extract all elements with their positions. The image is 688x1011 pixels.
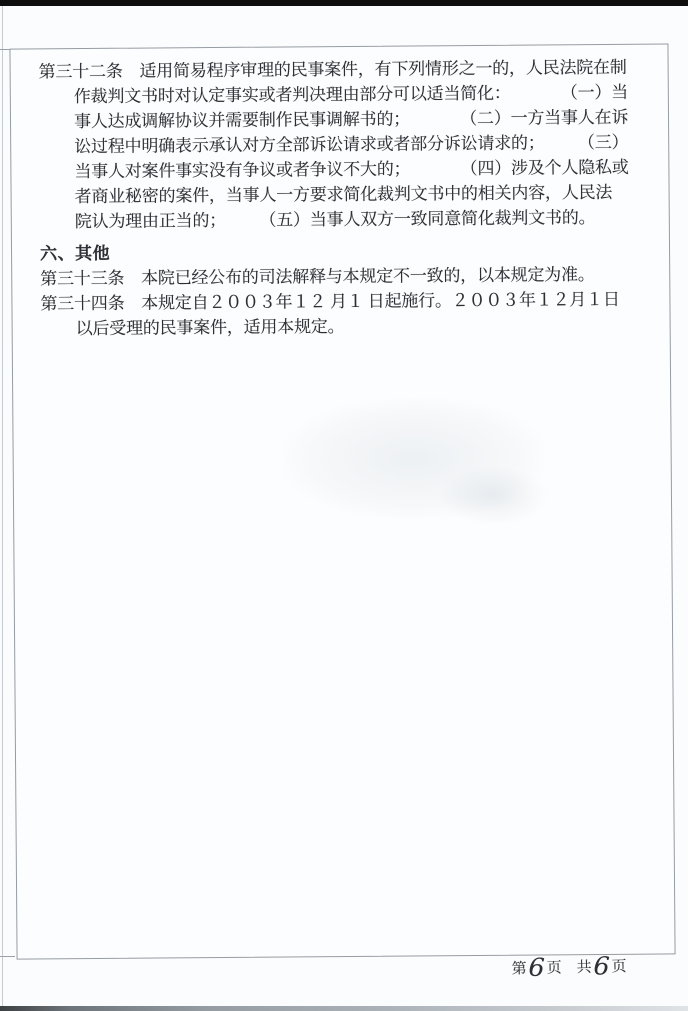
scan-artifact (439, 465, 549, 526)
page-number-current: 6 (528, 952, 547, 983)
article-32-line-4: 讼过程中明确表示承认对方全部诉讼请求或者部分诉讼请求的； （三） (74, 132, 629, 157)
article-32-line-1: 第三十二条 适用简易程序审理的民事案件，有下列情形之一的，人民法院在制 (38, 57, 627, 82)
article-33-line: 第三十三条 本院已经公布的司法解释与本规定不一致的，以本规定为准。 (40, 265, 595, 289)
page-number-unit: 页 (546, 960, 563, 977)
scan-artifact (283, 397, 544, 519)
page-total-value: 6 (593, 951, 612, 981)
article-32-line-2: 作裁判文书时对认定事实或者判决理由部分可以适当简化： （一）当 (73, 82, 629, 107)
page-number (511, 952, 628, 985)
article-32-line-5: 当事人对案件事实没有争议或者争议不大的； （四）涉及个人隐私或 (74, 157, 629, 182)
article-32-line-6: 者商业秘密的案件，当事人一方要求简化裁判文书中的相关内容，人民法 (74, 182, 613, 207)
article-34-line-2: 以后受理的民事案件，适用本规定。 (75, 316, 345, 339)
document-frame (9, 43, 675, 959)
article-32-line-7: 院认为理由正当的； （五）当事人双方一致同意简化裁判文书的。 (74, 208, 596, 232)
document-content (39, 55, 662, 342)
scan-edge-bottom (0, 1006, 688, 1011)
article-32-line-3: 事人达成调解协议并需要制作民事调解书的； （二）一方当事人在诉 (73, 107, 629, 132)
page-total-unit: 页 (611, 958, 628, 976)
section-heading-other: 六、其他 (39, 243, 111, 264)
page-total-label: 共 (576, 959, 593, 977)
article-34-line-1: 第三十四条 本规定自２００３年１２ 月１ 日起施行。２００３年１２月１日 (40, 289, 620, 314)
page-number-label: 第 (511, 961, 529, 978)
